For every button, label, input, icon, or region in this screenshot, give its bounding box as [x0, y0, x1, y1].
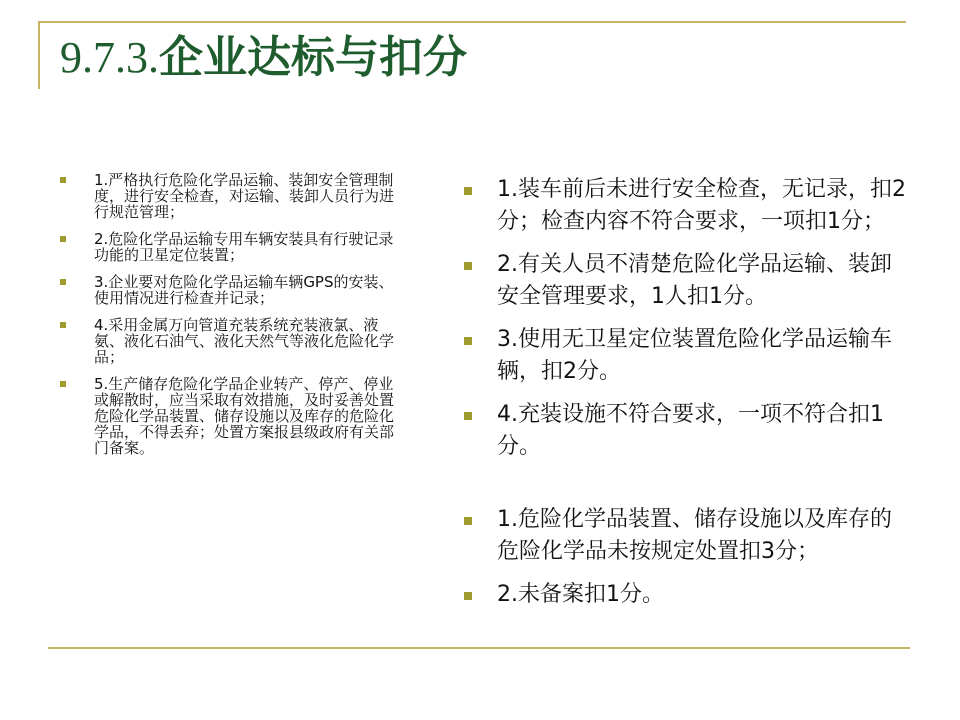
list-gap	[464, 474, 909, 504]
requirement-text: 1.严格执行危险化学品运输、装卸安全管理制度，进行安全检查，对运输、装卸人员行为进行规范管理；	[94, 171, 395, 221]
requirement-text: 3.企业要对危险化学品运输车辆GPS的安装、使用情况进行检查并记录；	[94, 273, 394, 307]
deductions-list	[464, 174, 909, 622]
deduction-text: 1.危险化学品装置、储存设施以及库存的危险化学品未按规定处置扣3分；	[497, 507, 892, 564]
requirement-item-5	[60, 376, 408, 456]
title-text: 企业达标与扣分	[159, 32, 467, 83]
bullet-icon	[464, 517, 472, 525]
bottom-rule	[48, 647, 910, 649]
deduction-item-3	[464, 324, 909, 388]
deduction-item-2	[464, 249, 909, 313]
requirement-item-4	[60, 317, 408, 365]
requirements-list	[60, 172, 408, 467]
deduction-text: 2.未备案扣1分。	[497, 582, 664, 607]
title-number: 9.7.3.	[60, 33, 159, 82]
left-rule	[38, 21, 40, 89]
bullet-icon	[464, 592, 472, 600]
bullet-icon	[464, 337, 472, 345]
slide-title	[60, 30, 467, 86]
bullet-icon	[60, 322, 66, 328]
bullet-icon	[60, 236, 66, 242]
requirement-text: 2.危险化学品运输专用车辆安装具有行驶记录功能的卫星定位装置；	[94, 230, 394, 264]
deduction-text: 1.装车前后未进行安全检查，无记录，扣2分；检查内容不符合要求，一项扣1分；	[497, 177, 906, 234]
deduction-item-4	[464, 399, 909, 463]
deduction-item-5	[464, 504, 909, 568]
requirement-item-1	[60, 172, 408, 220]
deduction-text: 3.使用无卫星定位装置危险化学品运输车辆，扣2分。	[497, 327, 892, 384]
bullet-icon	[464, 187, 472, 195]
deduction-item-6	[464, 579, 909, 611]
bullet-icon	[60, 381, 66, 387]
requirement-item-2	[60, 231, 408, 263]
requirement-text: 5.生产储存危险化学品企业转产、停产、停业或解散时，应当采取有效措施，及时妥善处置危险化学品装置、储存设施以及库存的危险化学品，不得丢弃；处置方案报县级政府有关部门备案。	[94, 375, 395, 457]
bullet-icon	[60, 279, 66, 285]
requirement-item-3	[60, 274, 408, 306]
deduction-text: 4.充装设施不符合要求，一项不符合扣1分。	[497, 402, 884, 459]
bullet-icon	[60, 177, 66, 183]
bullet-icon	[464, 412, 472, 420]
requirement-text: 4.采用金属万向管道充装系统充装液氯、液氨、液化石油气、液化天然气等液化危险化学品；	[94, 316, 395, 366]
deduction-text: 2.有关人员不清楚危险化学品运输、装卸安全管理要求，1人扣1分。	[497, 252, 892, 309]
deduction-item-1	[464, 174, 909, 238]
bullet-icon	[464, 262, 472, 270]
top-rule	[38, 21, 906, 23]
